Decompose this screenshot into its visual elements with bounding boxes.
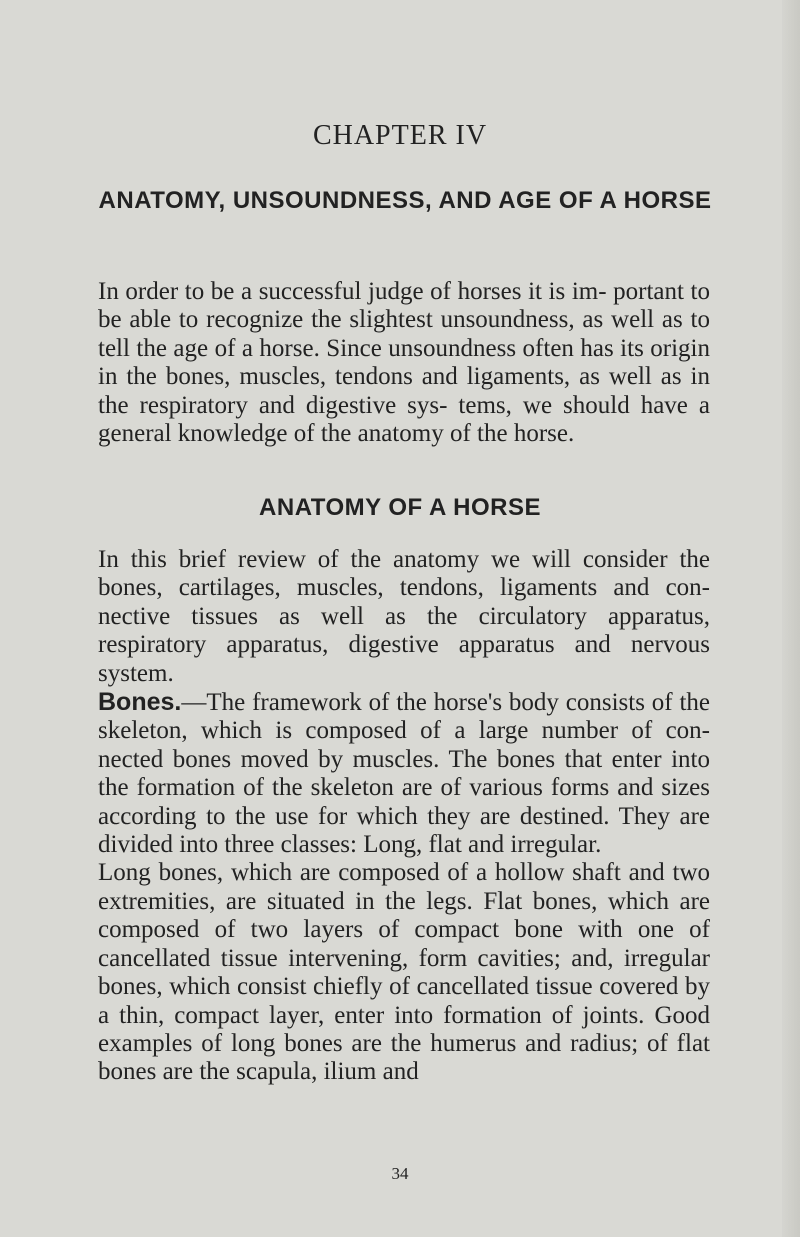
intro-text: In order to be a successful judge of horses it is im- portant to be able to recognize the slightest unsoundness, as well as to tell the age of a horse. Since unsoundness often has its origin in the bones, muscles, tendons and ligaments, as well as in the respiratory and digestive sys- tems, we should have a general knowledge of the anatomy of the horse. xyxy=(98,278,710,448)
bones-label: Bones. xyxy=(98,688,182,717)
chapter-heading: CHAPTER IV xyxy=(312,120,488,151)
page-edge xyxy=(782,0,800,1237)
long-bones-paragraph: Long bones, which are composed of a hollow shaft and two extremities, are situated in the legs. Flat bones, which are composed of two layers of compact bone with one of cancellated tissue intervening, form cavities; and, irregular bones, which consist chiefly of cancellated tissue covered by a thin, compact layer, enter into formation of joints. Good examples of long bones are the humerus and radius; of flat bones are the scapula, ilium and xyxy=(98,859,710,1086)
section-heading: ANATOMY OF A HORSE xyxy=(259,494,541,521)
page-number: 34 xyxy=(391,1164,409,1183)
intro-paragraph xyxy=(98,278,710,448)
bones-text: —The framework of the horse's body consists of the skeleton, which is composed of a large number of con- nected bones moved by muscles. The bones that enter into the formation of the skeleton are of various forms and sizes according to the use for which they are destined. They are divided into three classes: Long, flat and irregular. xyxy=(98,689,710,859)
bones-paragraph xyxy=(98,688,710,859)
section-body xyxy=(98,546,710,1087)
section-intro-text: In this brief review of the anatomy we will consider the bones, cartilages, muscles, tendons, ligaments and con- nective tissues as well as the circulatory apparatus, respiratory apparatus, digestive apparatus and nervous system. xyxy=(98,546,710,687)
chapter-title: ANATOMY, UNSOUNDNESS, AND AGE OF A HORSE xyxy=(98,187,712,214)
